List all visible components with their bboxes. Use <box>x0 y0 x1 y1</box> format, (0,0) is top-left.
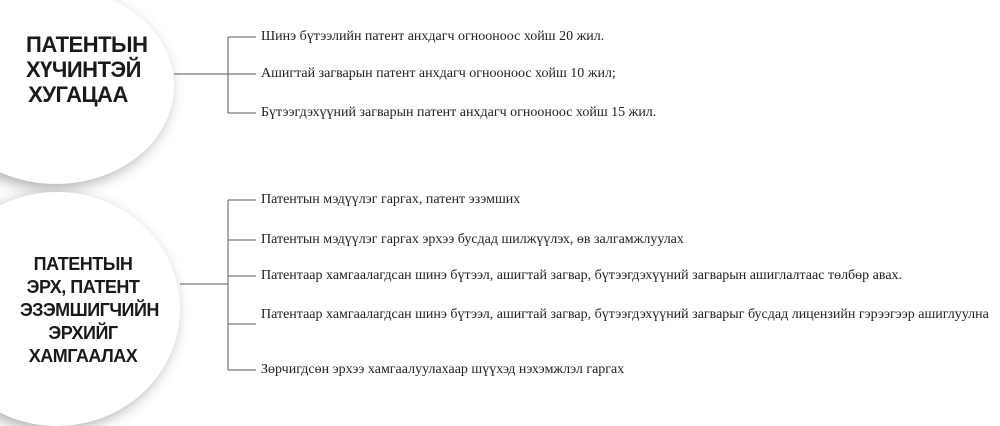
rights-item-royalty: Патентаар хамгаалагдсан шинэ бүтээл, ашигтай загвар, бүтээгдэхүүний загварын ашиглалтаас төлбөр авах. <box>261 268 903 283</box>
rights-item-court-claim: Зөрчигдсөн эрхээ хамгаалуулахаар шүүхэд нэхэмжлэл гаргах <box>261 362 625 377</box>
validity-item-utility-model: Ашигтай загварын патент анхдагч огнооноос хойш 10 жил; <box>261 66 616 81</box>
validity-item-invention: Шинэ бүтээлийн патент анхдагч огнооноос хойш 20 жил. <box>261 29 605 44</box>
validity-period-title: ПАТЕНТЫН ХҮЧИНТЭЙ ХУГАЦАА <box>26 32 148 107</box>
validity-item-industrial-design: Бүтээгдэхүүний загварын патент анхдагч огнооноос хойш 15 жил. <box>261 105 657 120</box>
rights-item-transfer: Патентын мэдүүлэг гаргах эрхээ бусдад шилжүүлэх, өв залгамжлуулах <box>261 232 684 247</box>
rights-item-license: Патентаар хамгаалагдсан шинэ бүтээл, ашигтай загвар, бүтээгдэхүүний загварыг бусдад лицензийн гэрээгээр ашиглуулна <box>261 307 989 322</box>
patent-rights-title: ПАТЕНТЫН ЭРХ, ПАТЕНТ ЭЗЭМШИГЧИЙН ЭРХИЙГ ХАМГААЛАХ <box>20 254 159 366</box>
rights-item-file-application: Патентын мэдүүлэг гаргах, патент эзэмших <box>261 192 521 207</box>
